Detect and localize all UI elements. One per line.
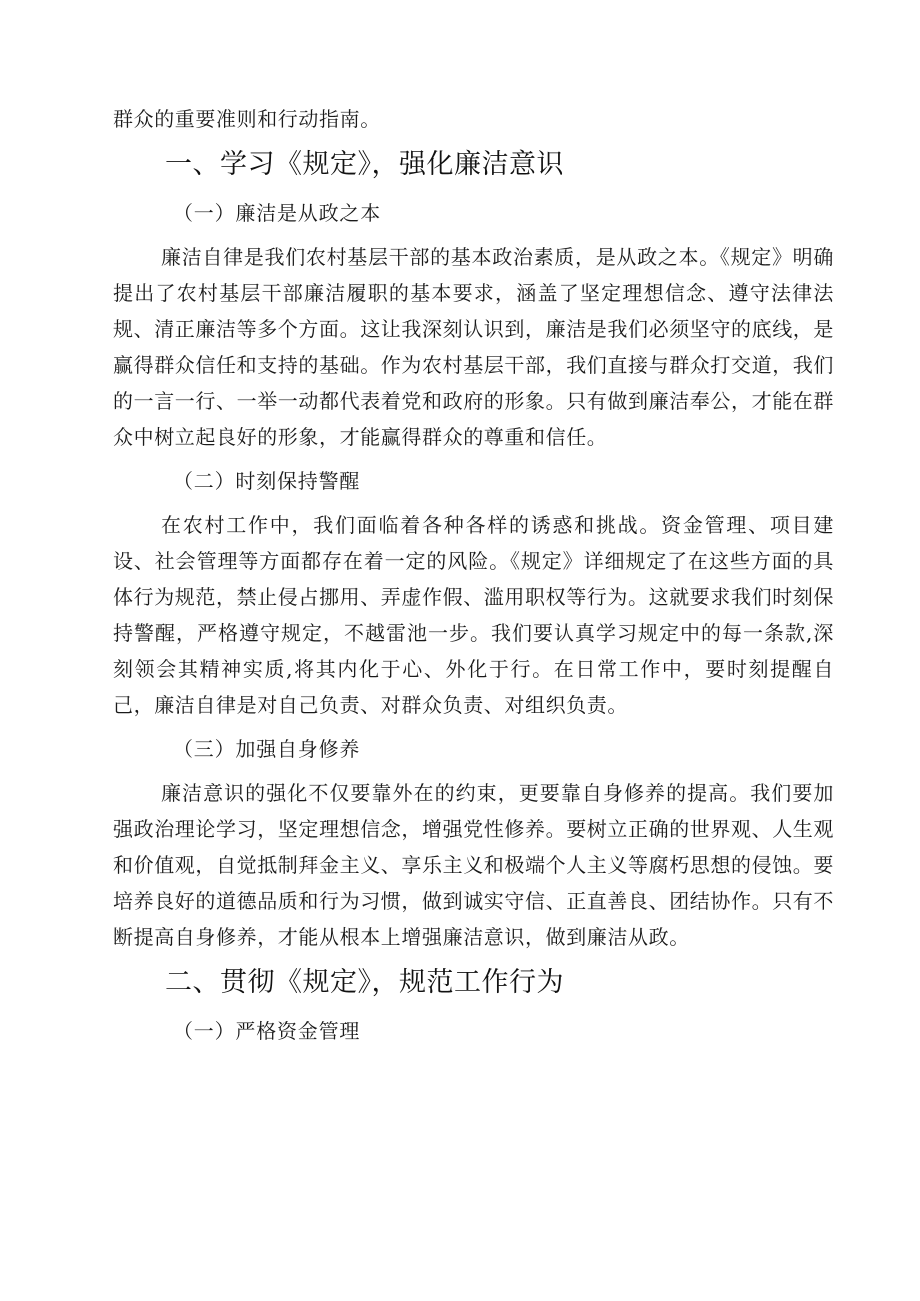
section-1-sub-2-heading: （二）时刻保持警醒 <box>173 469 361 493</box>
section-2-heading: 二、贯彻《规定》，规范工作行为 <box>165 967 564 998</box>
section-1-sub-2-paragraph: 在农村工作中，我们面临着各种各样的诱惑和挑战。资金管理、项目建设、社会管理等方面都存在着一定的风险。《规定》详细规定了在这些方面的具体行为规范，禁止侵占挪用、弄虚作假、滥用职权等行为。这就要求我们时刻保持警醒，严格遵守规定，不越雷池一步。我们要认真学习规定中的每一条款,深刻领会其精神实质,将其内化于心、外化于行。在日常工作中，要时刻提醒自己，廉洁自律是对自己负责、对群众负责、对组织负责。 <box>113 513 834 717</box>
section-1-sub-3-heading: （三）加强自身修养 <box>173 737 361 761</box>
section-1-sub-1-paragraph: 廉洁自律是我们农村基层干部的基本政治素质，是从政之本。《规定》明确提出了农村基层干部廉洁履职的基本要求，涵盖了坚定理想信念、遵守法律法规、清正廉洁等多个方面。这让我深刻认识到，廉洁是我们必须坚守的底线，是赢得群众信任和支持的基础。作为农村基层干部，我们直接与群众打交道，我们的一言一行、一举一动都代表着党和政府的形象。只有做到廉洁奉公，才能在群众中树立起良好的形象，才能赢得群众的尊重和信任。 <box>113 245 834 449</box>
section-1-sub-3-paragraph: 廉洁意识的强化不仅要靠外在的约束，更要靠自身修养的提高。我们要加强政治理论学习，坚定理想信念，增强党性修养。要树立正确的世界观、人生观和价值观，自觉抵制拜金主义、享乐主义和极端个人主义等腐朽思想的侵蚀。要培养良好的道德品质和行为习惯，做到诚实守信、正直善良、团结协作。只有不断提高自身修养，才能从根本上增强廉洁意识，做到廉洁从政。 <box>113 781 834 949</box>
opening-paragraph-tail: 群众的重要准则和行动指南。 <box>113 107 381 131</box>
section-1-heading: 一、学习《规定》，强化廉洁意识 <box>165 149 564 180</box>
section-2-sub-1-heading: （一）严格资金管理 <box>173 1019 361 1043</box>
section-1-sub-1-heading: （一）廉洁是从政之本 <box>173 201 381 225</box>
